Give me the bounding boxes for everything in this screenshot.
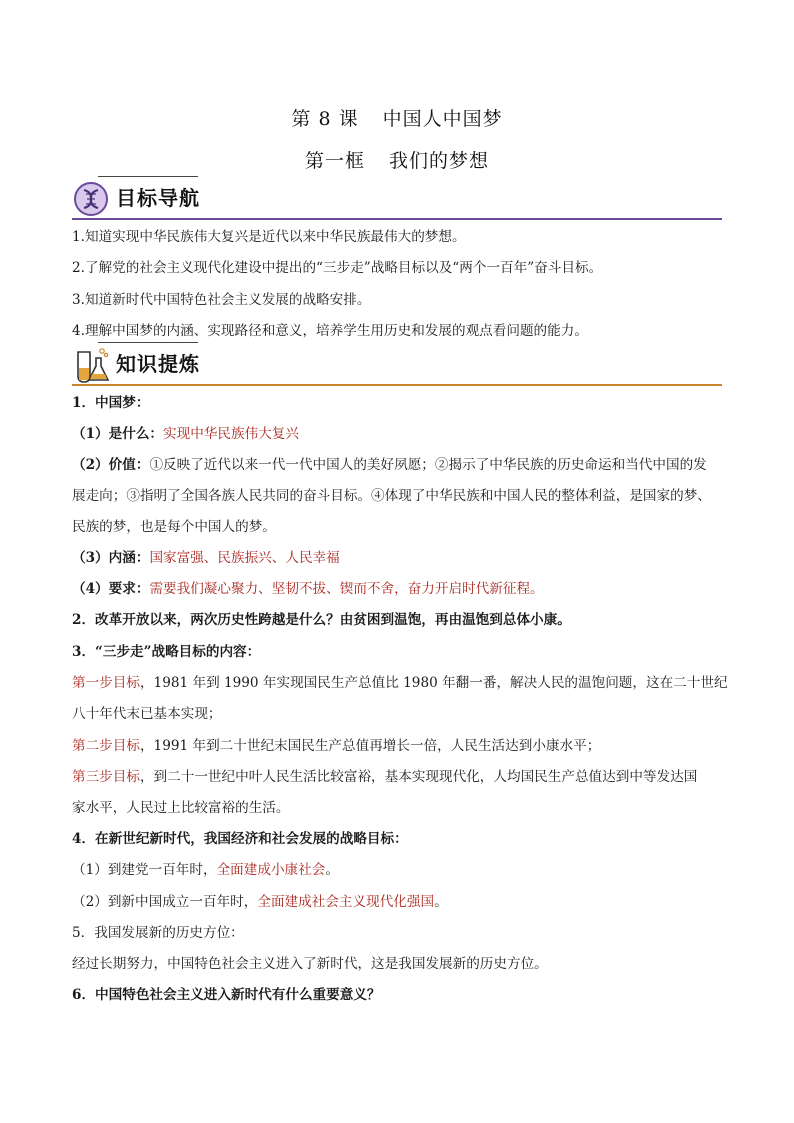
- knowledge-q1-c: [72, 548, 726, 568]
- knowledge-q1-b-line2: 展走向；③指明了全国各族人民共同的奋斗目标。④体现了中华民族和中国人民的整体利益，是国家的梦、: [72, 488, 711, 504]
- knowledge-step2: [72, 736, 726, 756]
- section-title-goals: 目标导航: [116, 186, 200, 210]
- q1-d-value: 需要我们凝心聚力、坚韧不拔、锲而不舍，奋力开启时代新征程。: [149, 581, 544, 597]
- goal-item-4: 4.理解中国梦的内涵、实现路径和意义，培养学生用历史和发展的观点看问题的能力。: [72, 323, 588, 339]
- knowledge-step1-line2: 八十年代末已基本实现；: [72, 706, 222, 722]
- lesson-name: 中国人中国梦: [382, 108, 503, 130]
- step1-label: 第一步目标: [72, 675, 140, 691]
- q1-d-label: （4）要求：: [72, 581, 150, 597]
- knowledge-q1-b-line3: 民族的梦，也是每个中国人的梦。: [72, 519, 276, 535]
- goal-item-1: 1.知道实现中华民族伟大复兴是近代以来中华民族最伟大的梦想。: [72, 229, 466, 245]
- q1-a-label: （1）是什么：: [72, 426, 164, 442]
- knowledge-q2: 2．改革开放以来，两次历史性跨越是什么？由贫困到温饱，再由温饱到总体小康。: [72, 612, 571, 628]
- flask-icon: [72, 346, 112, 384]
- knowledge-step3: [72, 767, 726, 787]
- q1-a-value: 实现中华民族伟大复兴: [163, 426, 299, 442]
- q4-b-value: 全面建成社会主义现代化强国: [257, 894, 435, 910]
- knowledge-q1-title: 1．中国梦：: [72, 395, 150, 411]
- knowledge-q3-title: 3．“三步走”战略目标的内容：: [72, 644, 261, 660]
- goal-item-2: 2.了解党的社会主义现代化建设中提出的“三步走”战略目标以及“两个一百年”奋斗目标。: [72, 260, 603, 276]
- step3-text: ，到二十一世纪中叶人民生活比较富裕，基本实现现代化，人均国民生产总值达到中等发达国: [139, 769, 698, 785]
- step1-text: ，1981 年到 1990 年实现国民生产总值比 1980 年翻一番，解决人民的温饱问题，这在二十世纪: [139, 675, 728, 691]
- knowledge-q1-b: [72, 455, 726, 475]
- lesson-number: 第 8 课: [291, 108, 359, 130]
- step2-text: ，1991 年到二十世纪末国民生产总值再增长一倍，人民生活达到小康水平；: [139, 738, 601, 754]
- lesson-title: [0, 104, 794, 131]
- knowledge-q5-text: 经过长期努力，中国特色社会主义进入了新时代，这是我国发展新的历史方位。: [72, 956, 548, 972]
- knowledge-q1-a: [72, 424, 726, 444]
- q4-a-end: 。: [325, 862, 339, 878]
- header-top-line: [98, 342, 198, 343]
- section-header-knowledge: [72, 342, 722, 386]
- header-top-line: [98, 176, 198, 177]
- q1-b-text: ①反映了近代以来一代一代中国人的美好夙愿；②揭示了中华民族的历史命运和当代中国的发: [149, 457, 707, 473]
- knowledge-q4-b: [72, 892, 726, 912]
- step3-label: 第三步目标: [72, 769, 140, 785]
- dna-badge-icon: [72, 180, 112, 218]
- frame-name: 我们的梦想: [389, 150, 490, 172]
- q1-c-value: 国家富强、民族振兴、人民幸福: [149, 550, 340, 566]
- knowledge-q6-title: 6．中国特色社会主义进入新时代有什么重要意义？: [72, 987, 381, 1003]
- goal-item-3: 3.知道新时代中国特色社会主义发展的战略安排。: [72, 292, 371, 308]
- knowledge-q5-title: 5．我国发展新的历史方位：: [72, 925, 244, 941]
- q4-a-text: （1）到建党一百年时，: [72, 862, 217, 878]
- knowledge-step3-line2: 家水平，人民过上比较富裕的生活。: [72, 800, 290, 816]
- section-rule-knowledge: [72, 384, 722, 386]
- frame-number: 第一框: [304, 150, 365, 172]
- q4-a-value: 全面建成小康社会: [216, 862, 326, 878]
- step2-label: 第二步目标: [72, 738, 140, 754]
- knowledge-step1: [72, 673, 726, 693]
- frame-title: [0, 146, 794, 173]
- q1-b-label: （2）价值：: [72, 457, 150, 473]
- q4-b-end: 。: [434, 894, 448, 910]
- q1-c-label: （3）内涵：: [72, 550, 150, 566]
- knowledge-q1-d: [72, 579, 726, 599]
- section-header-goals: [72, 176, 722, 220]
- section-title-knowledge: 知识提炼: [116, 352, 200, 376]
- knowledge-q4-a: [72, 860, 726, 880]
- q4-b-text: （2）到新中国成立一百年时，: [72, 894, 258, 910]
- knowledge-q4-title: 4．在新世纪新时代，我国经济和社会发展的战略目标：: [72, 831, 408, 847]
- section-rule-goals: [72, 218, 722, 220]
